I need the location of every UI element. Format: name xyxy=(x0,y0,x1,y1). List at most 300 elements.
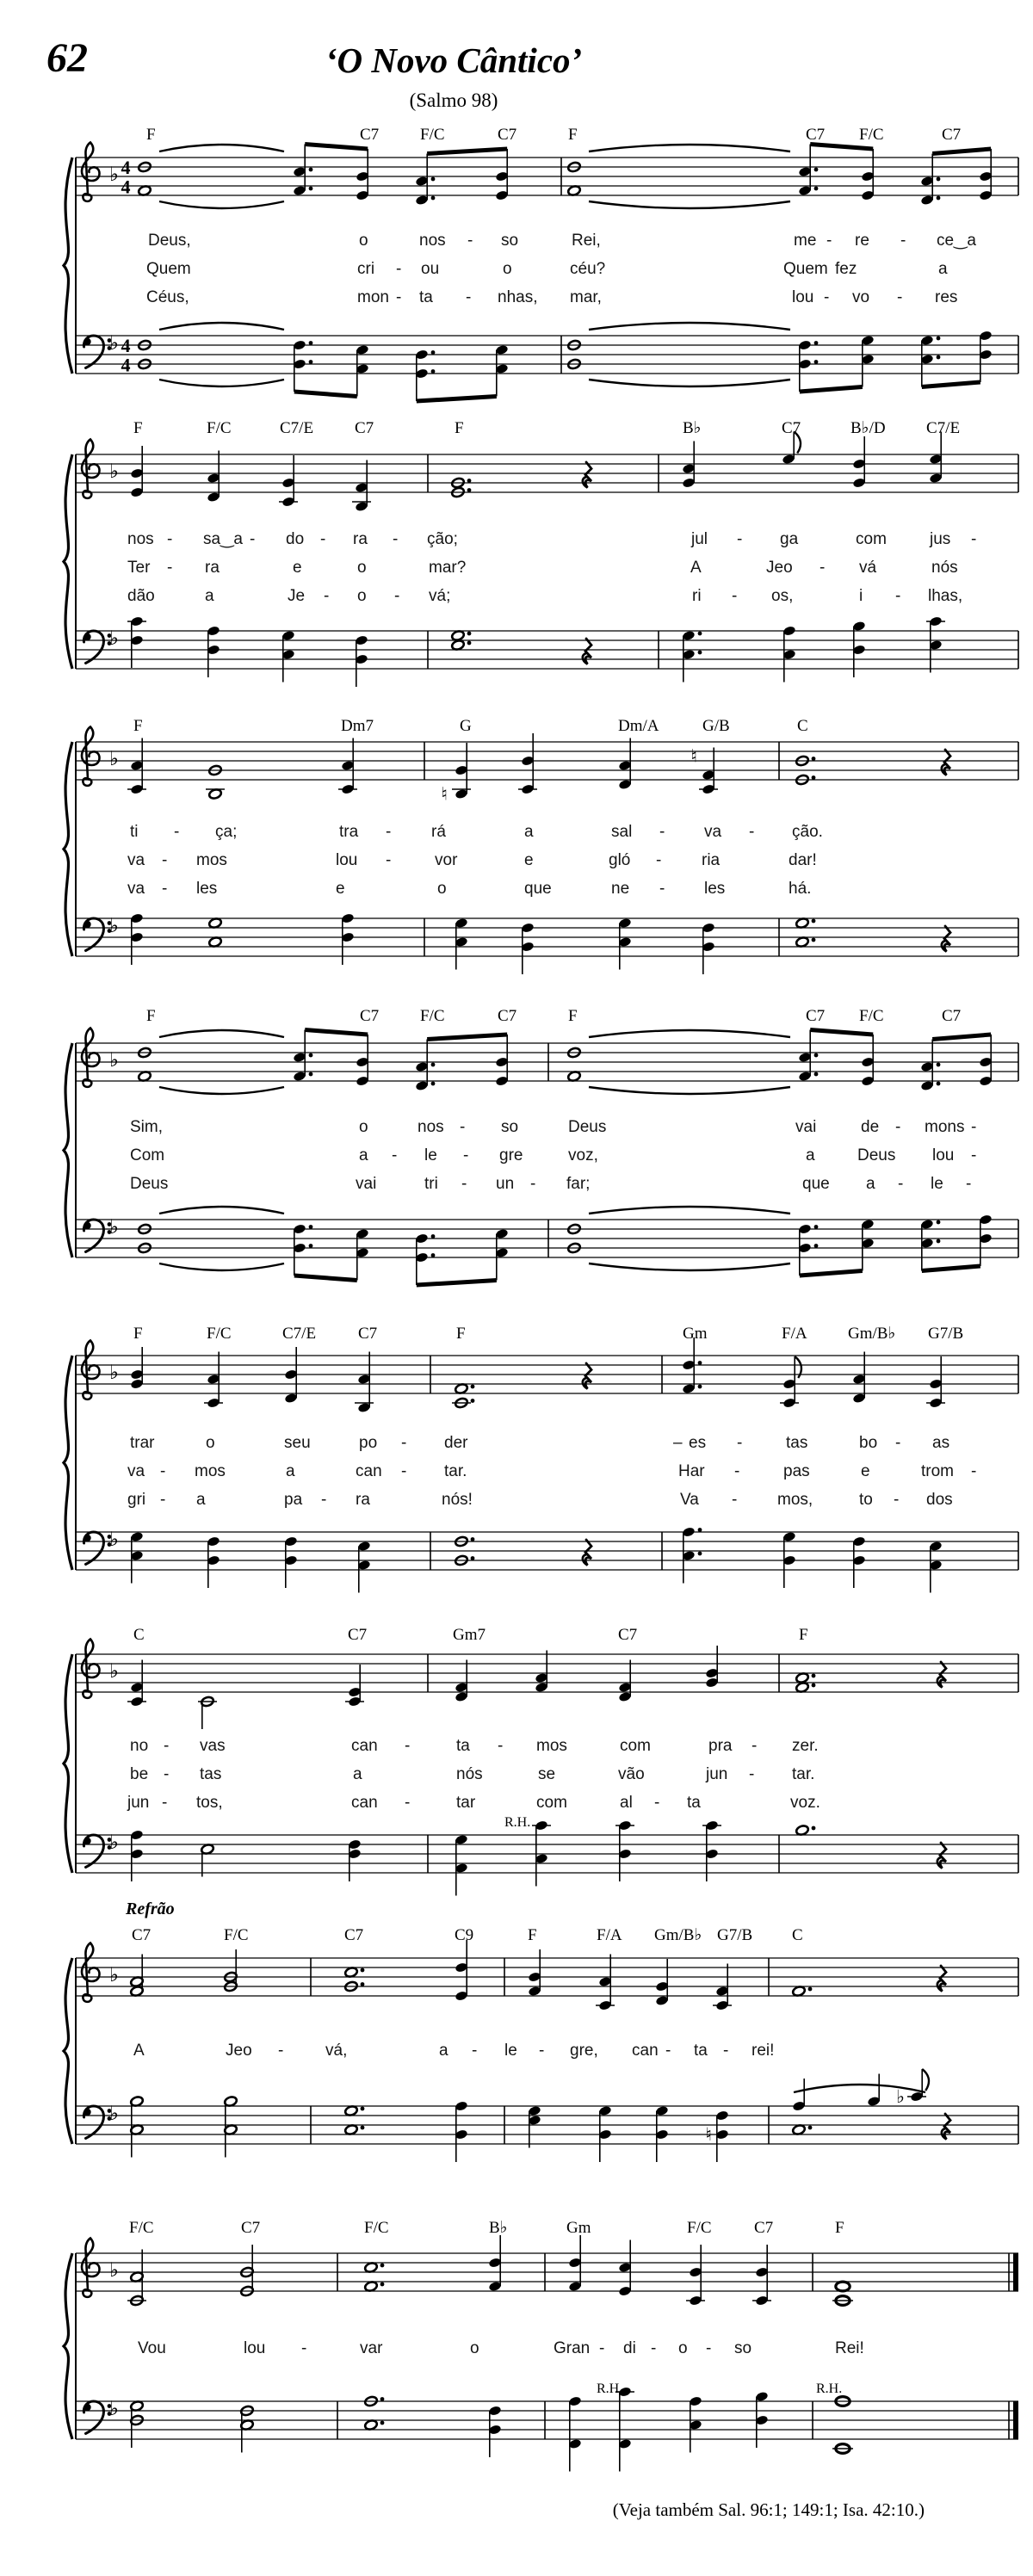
song-title: ‘O Novo Cântico’ xyxy=(325,40,583,80)
lyric-syllable: fez xyxy=(835,260,857,278)
lyric-syllable: tas xyxy=(786,1434,808,1452)
lyric-hyphen: - xyxy=(539,2042,545,2060)
lyric-syllable: o xyxy=(359,1118,368,1136)
lyric-syllable: mos xyxy=(196,851,227,869)
lyric-syllable: gre, xyxy=(570,2042,598,2060)
lyric-hyphen: - xyxy=(250,530,256,548)
lyric-syllable: lou xyxy=(336,851,358,869)
lyric-syllable: ção. xyxy=(792,823,823,841)
chord-label: C xyxy=(797,717,808,735)
chord-label: Dm7 xyxy=(341,717,374,735)
lyric-hyphen: - xyxy=(162,1794,168,1812)
chord-label: B♭ xyxy=(489,2219,508,2237)
lyric-syllable: nos xyxy=(419,232,446,250)
lyric-syllable: jun xyxy=(706,1765,728,1783)
lyric-syllable: Rei, xyxy=(572,232,601,250)
chord-label: Gm/B♭ xyxy=(848,1325,896,1343)
lyric-syllable: les xyxy=(704,880,726,898)
chord-label: F/C xyxy=(420,126,445,144)
chord-label: C7 xyxy=(806,1007,826,1025)
lyric-syllable: jul xyxy=(691,530,708,548)
chord-label: F/C xyxy=(364,2219,389,2237)
svg-text:♭: ♭ xyxy=(109,460,119,483)
lyric-syllable: tar xyxy=(456,1794,476,1812)
lyric-hyphen: - xyxy=(278,2042,284,2060)
lyric-syllable: ri xyxy=(692,587,702,605)
lyric-hyphen: - xyxy=(971,1118,977,1136)
lyric-hyphen: - xyxy=(752,1737,758,1755)
lyric-syllable: pas xyxy=(783,1462,810,1480)
lyric-syllable: a xyxy=(286,1462,295,1480)
lyric-syllable: va xyxy=(127,880,145,898)
lyric-syllable: e xyxy=(293,559,302,577)
lyric-syllable: ra xyxy=(353,530,368,548)
lyric-syllable: der xyxy=(444,1434,468,1452)
lyric-syllable: e xyxy=(336,880,345,898)
chord-label: C7 xyxy=(942,126,962,144)
chord-label: C7 xyxy=(358,1325,378,1343)
lyric-syllable: be xyxy=(130,1765,149,1783)
lyric-hyphen: - xyxy=(396,260,402,278)
svg-text:♭: ♭ xyxy=(109,1362,119,1384)
lyric-hyphen: - xyxy=(749,1765,755,1783)
lyric-syllable: Com xyxy=(130,1146,165,1164)
lyric-hyphen: - xyxy=(405,1794,411,1812)
lyric-syllable: com xyxy=(620,1737,651,1755)
lyric-syllable: Deus xyxy=(130,1175,169,1193)
lyric-hyphen: - xyxy=(749,823,755,841)
lyric-hyphen: - xyxy=(386,851,392,869)
lyric-hyphen: - xyxy=(167,530,173,548)
lyric-syllable: lhas, xyxy=(928,587,963,605)
lyric-hyphen: - xyxy=(324,587,330,605)
lyric-syllable: ou xyxy=(421,260,440,278)
lyric-hyphen: - xyxy=(394,587,400,605)
lyric-syllable: tar. xyxy=(792,1765,815,1783)
lyric-syllable: A xyxy=(690,559,702,577)
lyric-hyphen: - xyxy=(723,2042,729,2060)
lyric-syllable: gre xyxy=(499,1146,523,1164)
lyric-hyphen: - xyxy=(164,1737,170,1755)
lyric-hyphen: - xyxy=(396,288,402,306)
lyric-syllable: lou xyxy=(792,288,814,306)
chord-label: F/C xyxy=(207,419,232,437)
lyric-syllable: vor xyxy=(435,851,458,869)
chord-label: F xyxy=(133,717,143,735)
chord-label: C7 xyxy=(344,1926,364,1944)
song-subtitle: (Salmo 98) xyxy=(409,90,498,111)
svg-text:♭: ♭ xyxy=(109,2398,119,2420)
chord-label: C7/E xyxy=(280,419,314,437)
lyric-syllable: no xyxy=(130,1737,149,1755)
lyric-syllable: Jeo xyxy=(766,559,793,577)
chord-label: C7 xyxy=(782,419,801,437)
chord-label: Gm7 xyxy=(453,1626,486,1644)
lyric-hyphen: - xyxy=(656,851,662,869)
lyric-syllable: vai xyxy=(356,1175,377,1193)
lyric-syllable: a xyxy=(439,2042,448,2060)
chord-label: F/C xyxy=(687,2219,712,2237)
lyric-syllable: can xyxy=(351,1737,378,1755)
lyric-syllable: i xyxy=(859,587,863,605)
lyric-syllable: zer. xyxy=(792,1737,819,1755)
lyric-hyphen: - xyxy=(164,1765,170,1783)
lyric-syllable: so xyxy=(501,232,519,250)
lyric-syllable: le xyxy=(504,2042,517,2060)
chord-label: F xyxy=(146,126,156,144)
lyric-hyphen: - xyxy=(734,1462,740,1480)
lyric-syllable: es xyxy=(689,1434,707,1452)
chord-label: G/B xyxy=(702,717,730,735)
lyric-hyphen: - xyxy=(897,288,903,306)
lyric-syllable: va xyxy=(127,1462,145,1480)
lyric-syllable: o xyxy=(357,587,367,605)
lyric-syllable: rei! xyxy=(752,2042,775,2060)
lyric-syllable: sa‿a xyxy=(203,530,243,548)
lyric-syllable: que xyxy=(524,880,552,898)
lyric-hyphen: - xyxy=(167,559,173,577)
lyric-syllable: mos xyxy=(536,1737,567,1755)
lyric-syllable: can xyxy=(356,1462,382,1480)
svg-text:♭: ♭ xyxy=(109,164,119,186)
lyric-hyphen: - xyxy=(460,1118,466,1136)
lyric-hyphen: - xyxy=(321,1491,327,1509)
lyric-syllable: so xyxy=(734,2339,752,2357)
lyric-syllable: far; xyxy=(566,1175,591,1193)
lyric-hyphen: - xyxy=(386,823,392,841)
chord-label: F xyxy=(835,2219,844,2237)
lyric-syllable: o xyxy=(359,232,368,250)
lyric-syllable: pa xyxy=(284,1491,303,1509)
lyric-hyphen: - xyxy=(820,559,826,577)
svg-text:♭: ♭ xyxy=(109,1216,119,1239)
lyric-syllable: mar, xyxy=(570,288,602,306)
lyric-syllable: o xyxy=(678,2339,688,2357)
lyric-hyphen: - xyxy=(895,587,901,605)
lyric-hyphen: - xyxy=(654,1794,660,1812)
lyric-syllable: vas xyxy=(200,1737,226,1755)
scripture-footer: (Veja também Sal. 96:1; 149:1; Isa. 42:10.) xyxy=(612,2499,925,2520)
lyric-syllable: rá xyxy=(431,823,446,841)
lyric-syllable: a xyxy=(806,1146,815,1164)
lyric-syllable: ce‿a xyxy=(937,232,976,250)
lyric-syllable: há. xyxy=(789,880,812,898)
lyric-syllable: e xyxy=(524,851,534,869)
lyric-syllable: Céus, xyxy=(146,288,189,306)
lyric-syllable: al xyxy=(620,1794,633,1812)
chord-label: F/C xyxy=(859,1007,884,1025)
svg-text:♭: ♭ xyxy=(109,332,119,355)
lyric-hyphen: - xyxy=(665,2042,671,2060)
lyric-syllable: lou xyxy=(244,2339,266,2357)
lyric-syllable: can xyxy=(351,1794,378,1812)
chord-label: C7 xyxy=(942,1007,962,1025)
lyric-syllable: mos, xyxy=(777,1491,813,1509)
lyric-syllable: seu xyxy=(284,1434,311,1452)
lyric-syllable: re xyxy=(855,232,869,250)
lyric-hyphen: - xyxy=(405,1737,411,1755)
chord-label: F xyxy=(528,1926,537,1944)
lyric-hyphen: - xyxy=(971,1146,977,1164)
lyric-syllable: Har xyxy=(678,1462,705,1480)
lyric-hyphen: - xyxy=(466,288,472,306)
lyric-syllable: Va xyxy=(680,1491,699,1509)
chord-label: C7 xyxy=(348,1626,368,1644)
lyric-syllable: o xyxy=(437,880,447,898)
svg-text:4: 4 xyxy=(121,157,131,178)
lyric-syllable: e xyxy=(861,1462,870,1480)
lyric-syllable: nos xyxy=(418,1118,444,1136)
lyric-syllable: trar xyxy=(130,1434,155,1452)
lyric-syllable: a xyxy=(938,260,948,278)
lyric-hyphen: - xyxy=(162,851,168,869)
lyric-syllable: trom xyxy=(921,1462,954,1480)
chord-label: B♭/D xyxy=(851,419,886,437)
svg-text:4: 4 xyxy=(121,176,131,198)
svg-text:♭: ♭ xyxy=(109,1529,119,1551)
lyric-syllable: – xyxy=(673,1434,683,1452)
chord-label: C7 xyxy=(132,1926,152,1944)
lyric-hyphen: - xyxy=(737,1434,743,1452)
lyric-syllable: les xyxy=(196,880,218,898)
chord-label: F xyxy=(568,1007,578,1025)
lyric-syllable: A xyxy=(133,2042,145,2060)
lyric-syllable: va xyxy=(127,851,145,869)
chord-label: F xyxy=(133,419,143,437)
chord-label: F xyxy=(146,1007,156,1025)
lyric-syllable: nós xyxy=(931,559,958,577)
lyric-syllable: ta xyxy=(694,2042,708,2060)
lyric-syllable: Deus xyxy=(568,1118,607,1136)
lyric-syllable: ti xyxy=(130,823,139,841)
chord-label: G xyxy=(460,717,472,735)
lyric-syllable: vá xyxy=(859,559,877,577)
lyric-hyphen: - xyxy=(895,1434,901,1452)
chord-label: F/A xyxy=(597,1926,622,1944)
chord-label: C7/E xyxy=(926,419,961,437)
song-number: 62 xyxy=(46,35,88,81)
lyric-hyphen: - xyxy=(971,530,977,548)
svg-text:4: 4 xyxy=(121,335,131,356)
lyric-syllable: res xyxy=(935,288,958,306)
lyric-hyphen: - xyxy=(966,1175,972,1193)
lyric-syllable: vão xyxy=(618,1765,645,1783)
lyric-hyphen: - xyxy=(826,232,832,250)
lyric-syllable: a xyxy=(359,1146,368,1164)
lyric-syllable: mar? xyxy=(429,559,467,577)
lyric-syllable: dos xyxy=(926,1491,953,1509)
lyric-hyphen: - xyxy=(530,1175,536,1193)
chord-label: F/C xyxy=(859,126,884,144)
lyric-syllable: tri xyxy=(424,1175,438,1193)
lyric-syllable: do xyxy=(286,530,305,548)
chord-label: C7 xyxy=(806,126,826,144)
chord-label: C7 xyxy=(355,419,374,437)
lyric-syllable: Deus xyxy=(857,1146,896,1164)
chord-label: C7/E xyxy=(282,1325,317,1343)
svg-text:♭: ♭ xyxy=(109,915,119,937)
lyric-syllable: o xyxy=(503,260,512,278)
lyric-syllable: ta xyxy=(456,1737,470,1755)
lyric-syllable: Sim, xyxy=(130,1118,163,1136)
lyric-syllable: le xyxy=(424,1146,437,1164)
lyric-syllable: va xyxy=(704,823,722,841)
lyric-syllable: Je xyxy=(288,587,306,605)
lyric-syllable: sal xyxy=(611,823,633,841)
lyric-syllable: nhas, xyxy=(498,288,538,306)
lyric-syllable: tra xyxy=(339,823,359,841)
lyric-syllable: ne xyxy=(611,880,630,898)
svg-text:♭: ♭ xyxy=(109,2259,119,2282)
lyric-hyphen: - xyxy=(401,1462,407,1480)
lyric-syllable: a xyxy=(205,587,214,605)
lyric-syllable: lou xyxy=(932,1146,955,1164)
lyric-syllable: Vou xyxy=(138,2339,166,2357)
lyric-syllable: mos xyxy=(195,1462,226,1480)
chord-label: C7 xyxy=(241,2219,261,2237)
lyric-hyphen: - xyxy=(971,1462,977,1480)
lyric-syllable: ção; xyxy=(427,530,458,548)
svg-text:♭: ♭ xyxy=(109,1832,119,1854)
lyric-syllable: os, xyxy=(771,587,794,605)
svg-text:♭: ♭ xyxy=(109,748,119,770)
lyric-syllable: le xyxy=(931,1175,943,1193)
chord-label: G7/B xyxy=(717,1926,753,1944)
svg-text:♭: ♭ xyxy=(109,1964,119,1986)
lyric-hyphen: - xyxy=(498,1737,504,1755)
lyric-hyphen: - xyxy=(160,1462,166,1480)
lyric-syllable: a xyxy=(353,1765,362,1783)
lyric-hyphen: - xyxy=(898,1175,904,1193)
lyric-syllable: var xyxy=(360,2339,383,2357)
svg-text:♭: ♭ xyxy=(109,1049,119,1072)
lyric-syllable: nós xyxy=(456,1765,483,1783)
lyric-hyphen: - xyxy=(706,2339,712,2357)
chord-label: C xyxy=(792,1926,803,1944)
right-hand-marking: R.H. xyxy=(504,1815,531,1830)
lyric-syllable: can xyxy=(632,2042,659,2060)
lyric-syllable: ra xyxy=(356,1491,370,1509)
right-hand-marking: R.H. xyxy=(816,2381,843,2396)
svg-text:♮: ♮ xyxy=(690,745,697,767)
lyric-syllable: di xyxy=(623,2339,636,2357)
lyric-hyphen: - xyxy=(659,823,665,841)
system-notation xyxy=(64,2235,1018,2472)
lyric-syllable: ga xyxy=(780,530,799,548)
chord-label: C7 xyxy=(618,1626,638,1644)
lyric-syllable: mons xyxy=(925,1118,965,1136)
lyric-syllable: pra xyxy=(708,1737,733,1755)
lyric-syllable: cri xyxy=(357,260,375,278)
lyric-hyphen: - xyxy=(472,2042,478,2060)
lyric-hyphen: - xyxy=(659,880,665,898)
chord-label: C9 xyxy=(455,1926,474,1944)
lyric-hyphen: - xyxy=(894,1491,900,1509)
lyric-syllable: o xyxy=(206,1434,215,1452)
lyric-syllable: vá, xyxy=(325,2042,348,2060)
chord-label: Gm xyxy=(566,2219,591,2237)
svg-text:♭: ♭ xyxy=(109,1660,119,1683)
lyric-syllable: jun xyxy=(127,1794,150,1812)
lyric-syllable: mon xyxy=(357,288,389,306)
chord-label: Gm/B♭ xyxy=(654,1926,702,1944)
lyric-syllable: a xyxy=(196,1491,206,1509)
chord-label: Dm/A xyxy=(618,717,659,735)
lyric-syllable: me xyxy=(794,232,817,250)
chord-label: F/C xyxy=(420,1007,445,1025)
lyric-syllable: o xyxy=(357,559,367,577)
lyric-syllable: com xyxy=(536,1794,567,1812)
chord-label: G7/B xyxy=(928,1325,964,1343)
lyric-syllable: gló xyxy=(609,851,631,869)
lyric-hyphen: - xyxy=(393,530,399,548)
lyric-syllable: com xyxy=(856,530,887,548)
lyric-hyphen: - xyxy=(162,880,168,898)
chord-label: F xyxy=(455,419,464,437)
lyric-syllable: ça; xyxy=(215,823,238,841)
lyric-syllable: gri xyxy=(127,1491,146,1509)
lyric-hyphen: - xyxy=(737,530,743,548)
lyric-syllable: as xyxy=(932,1434,950,1452)
lyric-syllable: to xyxy=(859,1491,873,1509)
lyric-syllable: vá; xyxy=(429,587,451,605)
lyric-syllable: Gran xyxy=(554,2339,591,2357)
lyric-syllable: ta xyxy=(687,1794,701,1812)
chord-label: B♭ xyxy=(683,419,702,437)
lyric-hyphen: - xyxy=(651,2339,657,2357)
chord-label: F/C xyxy=(129,2219,154,2237)
chord-label: F/C xyxy=(207,1325,232,1343)
chord-label: C7 xyxy=(498,126,517,144)
chord-label: C xyxy=(133,1626,145,1644)
lyric-hyphen: - xyxy=(732,587,738,605)
svg-text:♭: ♭ xyxy=(109,627,119,650)
lyric-syllable: que xyxy=(802,1175,830,1193)
lyric-syllable: o xyxy=(470,2339,479,2357)
lyric-syllable: ra xyxy=(205,559,220,577)
lyric-hyphen: - xyxy=(900,232,906,250)
lyric-syllable: bo xyxy=(859,1434,878,1452)
lyric-syllable: nós! xyxy=(442,1491,473,1509)
svg-text:♭: ♭ xyxy=(109,2103,119,2125)
lyric-hyphen: - xyxy=(599,2339,605,2357)
chord-label: C7 xyxy=(498,1007,517,1025)
lyric-hyphen: - xyxy=(174,823,180,841)
chord-label: F xyxy=(456,1325,466,1343)
lyric-hyphen: - xyxy=(160,1491,166,1509)
lyric-hyphen: - xyxy=(895,1118,901,1136)
lyric-hyphen: - xyxy=(463,1146,469,1164)
lyric-syllable: se xyxy=(538,1765,556,1783)
lyric-syllable: dão xyxy=(127,587,155,605)
lyric-syllable: po xyxy=(359,1434,378,1452)
lyric-syllable: tar. xyxy=(444,1462,467,1480)
lyric-syllable: a xyxy=(524,823,534,841)
lyric-hyphen: - xyxy=(301,2339,307,2357)
lyric-syllable: Quem xyxy=(146,260,191,278)
lyric-syllable: Jeo xyxy=(226,2042,252,2060)
chord-label: F xyxy=(133,1325,143,1343)
lyric-syllable: Quem xyxy=(783,260,828,278)
lyric-syllable: un xyxy=(496,1175,515,1193)
lyric-syllable: voz. xyxy=(790,1794,820,1812)
lyric-syllable: Ter xyxy=(127,559,151,577)
chord-label: F xyxy=(568,126,578,144)
svg-text:♮: ♮ xyxy=(441,783,448,805)
section-marking: Refrão xyxy=(126,1900,175,1918)
system-notation xyxy=(64,143,1018,402)
lyric-syllable: tas xyxy=(200,1765,222,1783)
